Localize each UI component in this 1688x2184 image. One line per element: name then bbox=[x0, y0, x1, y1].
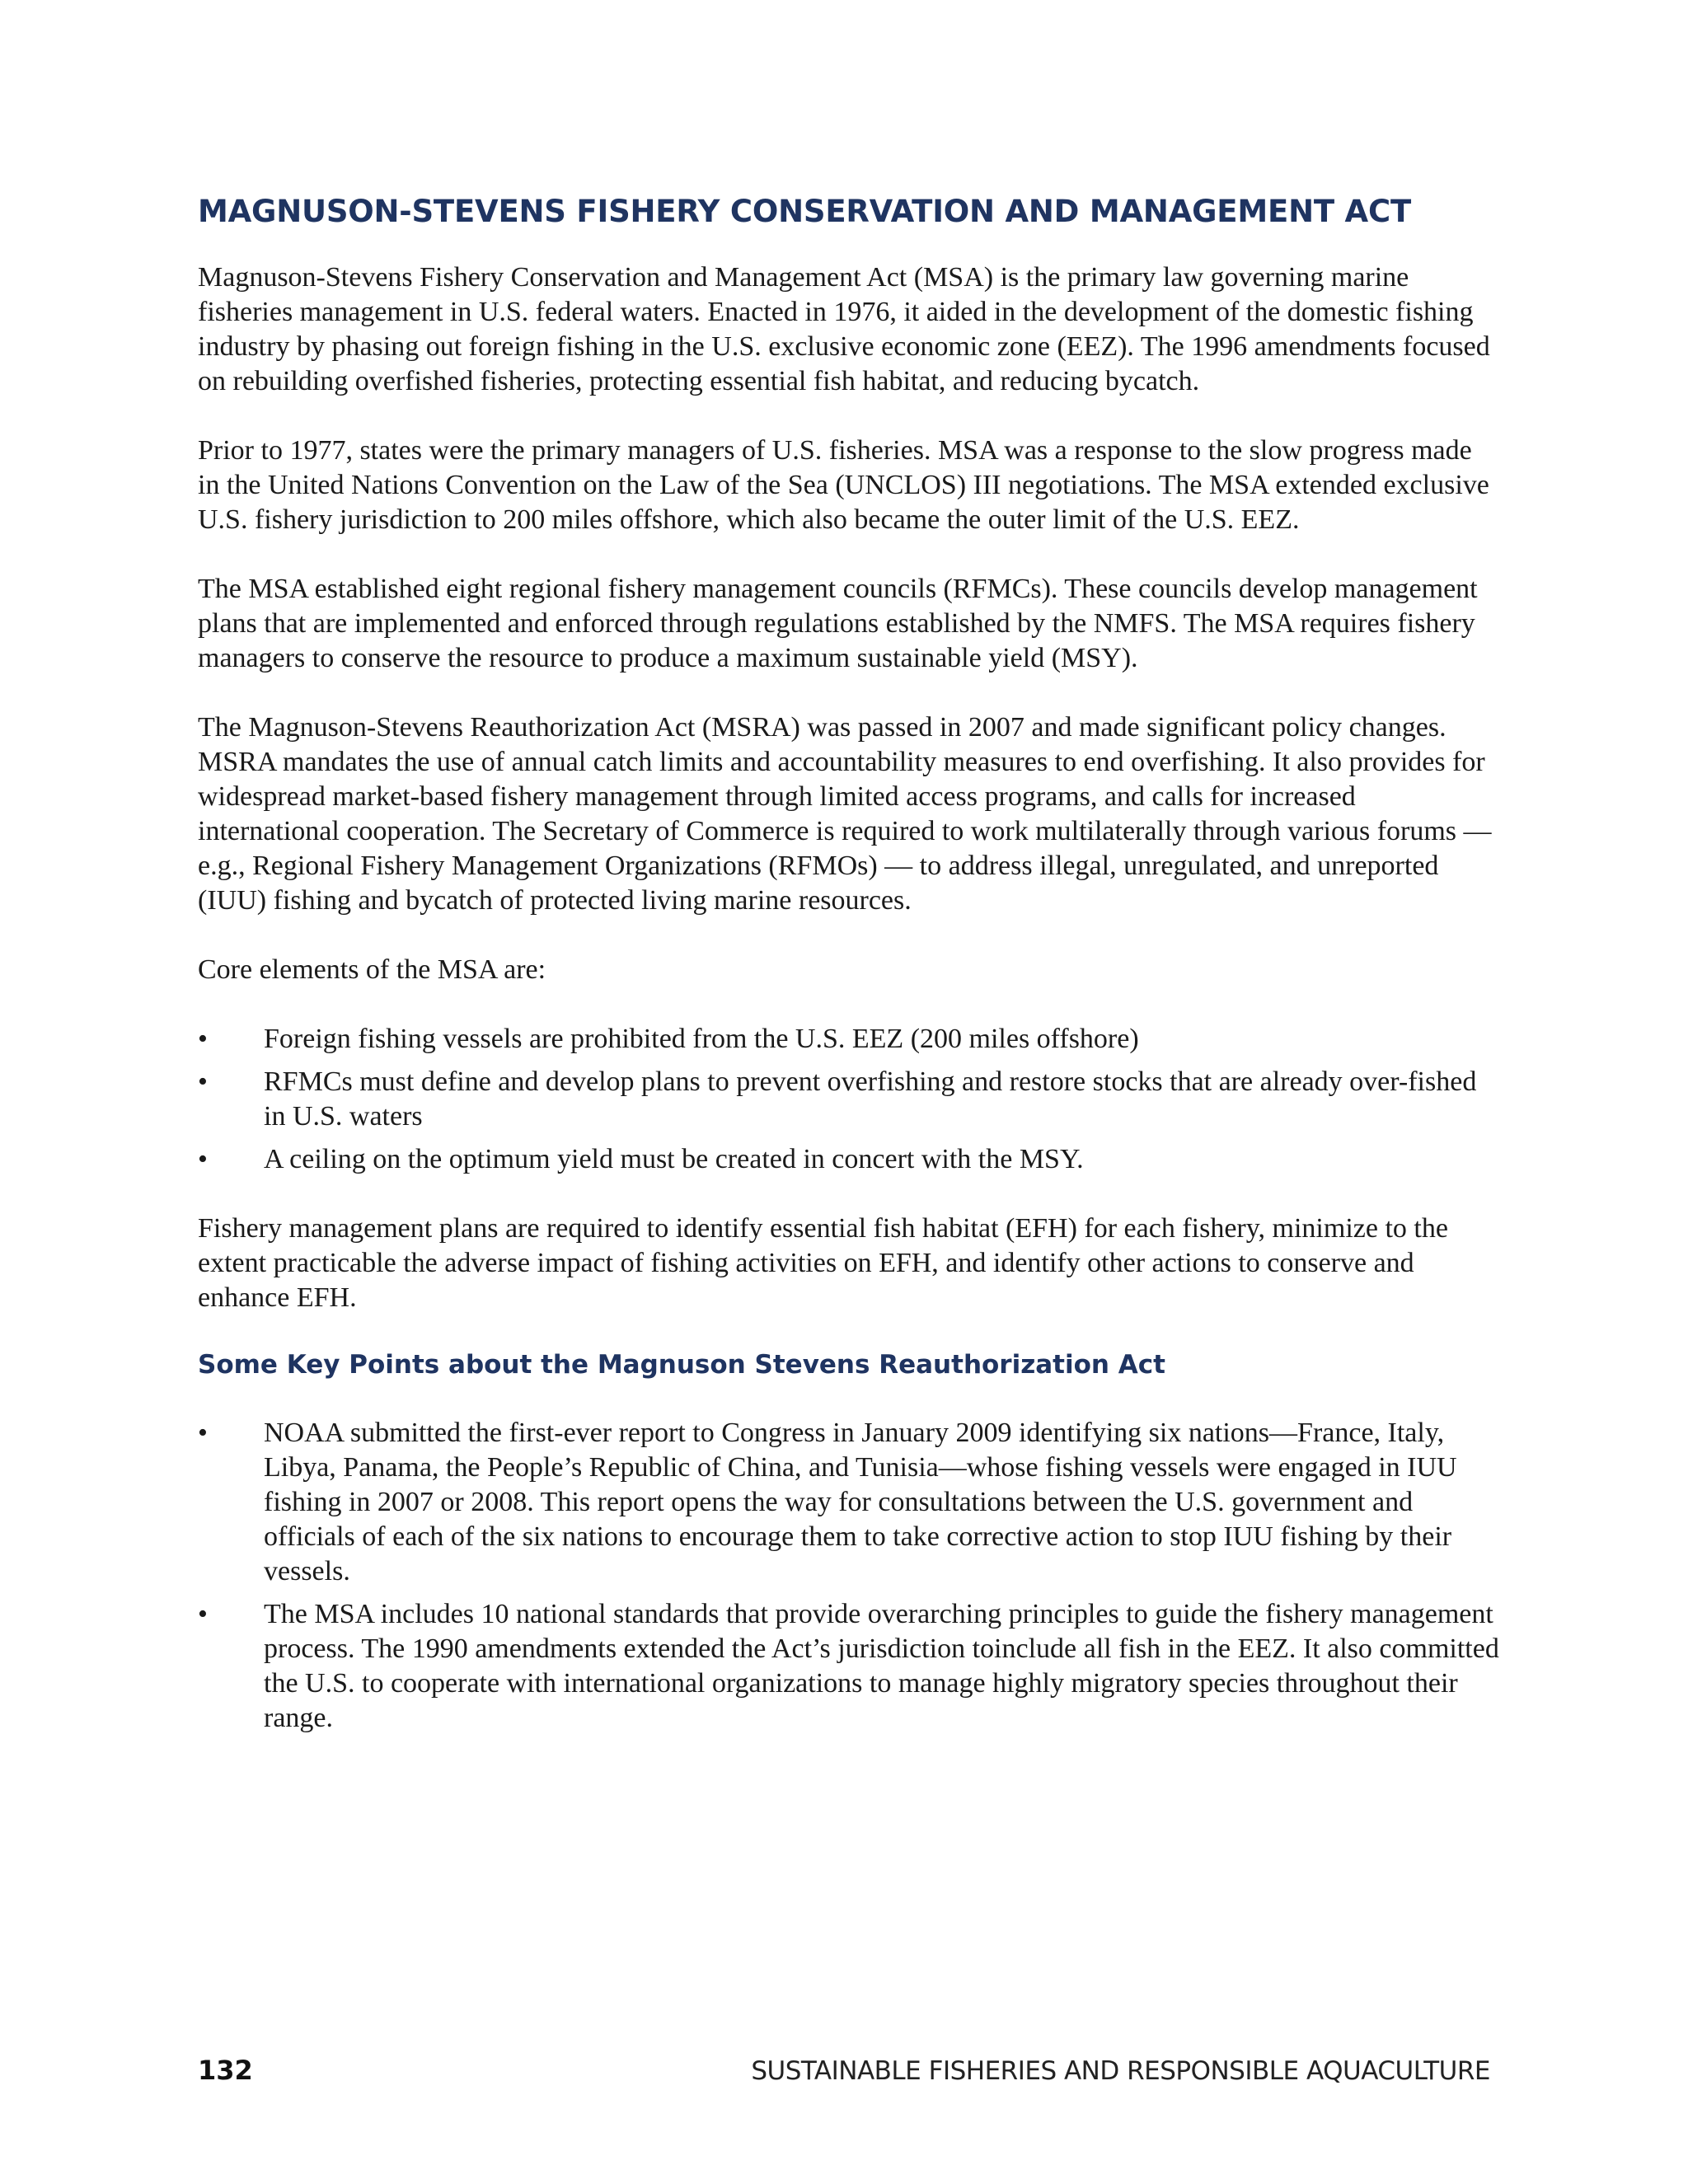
page-number: 132 bbox=[198, 2055, 253, 2086]
list-item bbox=[198, 1065, 1500, 1134]
list-item bbox=[198, 1416, 1500, 1589]
list-item bbox=[198, 1022, 1500, 1057]
bullet-icon: • bbox=[198, 1066, 208, 1097]
running-title: SUSTAINABLE FISHERIES AND RESPONSIBLE AQUACULTURE bbox=[751, 2056, 1490, 2086]
list-item-text: Foreign fishing vessels are prohibited from the U.S. EEZ (200 miles offshore) bbox=[264, 1024, 1139, 1054]
paragraph-councils: The MSA established eight regional fishery management councils (RFMCs). These councils develop management plans that are implemented and enforced through regulations established by the NMFS. The MSA requires fishery managers to conserve the resource to produce a maximum sustainable yield (MSY). bbox=[198, 574, 1478, 673]
list-item-text: NOAA submitted the first-ever report to Congress in January 2009 identifying six nations—France, Italy, Libya, Panama, the People’s Republic of China, and Tunisia—whose fishing vessels were engaged in IUU fishing in 2007 or 2008. This report opens the way for consultations between the U.S. government and officials of each of the six nations to encourage them to take corrective action to stop IUU fishing by their vessels. bbox=[264, 1418, 1457, 1586]
page-heading: MAGNUSON-STEVENS FISHERY CONSERVATION AND MANAGEMENT ACT bbox=[198, 194, 1411, 229]
list-item bbox=[198, 1597, 1500, 1736]
page-footer bbox=[198, 2055, 1490, 2088]
paragraph-efh: Fishery management plans are required to identify essential fish habitat (EFH) for each fishery, minimize to the extent practicable the adverse impact of fishing activities on EFH, and identify other actions to conserve and enhance EFH. bbox=[198, 1213, 1448, 1313]
paragraph-msra: The Magnuson-Stevens Reauthorization Act (MSRA) was passed in 2007 and made significant policy changes. MSRA mandates the use of annual catch limits and accountability measures to end overfishing. It also provides for widespread market-based fishery management through limited access programs, and calls for increased international cooperation. The Secretary of Commerce is required to work multilaterally through various forums — e.g., Regional Fishery Management Organizations (RFMOs) — to address illegal, unregulated, and unreported (IUU) fishing and bycatch of protected living marine resources. bbox=[198, 712, 1492, 916]
list-item-text: The MSA includes 10 national standards that provide overarching principles to guide the fishery management process. The 1990 amendments extended the Act’s jurisdiction toinclude all fish in the EEZ. It also committed the U.S. to cooperate with international organizations to manage highly migratory species throughout their range. bbox=[264, 1599, 1499, 1733]
list-item-text: A ceiling on the optimum yield must be created in concert with the MSY. bbox=[264, 1144, 1084, 1174]
bullet-icon: • bbox=[198, 1144, 208, 1174]
paragraph-msa-overview: Magnuson-Stevens Fishery Conservation and Management Act (MSA) is the primary law governing marine fisheries management in U.S. federal waters. Enacted in 1976, it aided in the development of the domestic fishing industry by phasing out foreign fishing in the U.S. exclusive economic zone (EEZ). The 1996 amendments focused on rebuilding overfished fisheries, protecting essential fish habitat, and reducing bycatch. bbox=[198, 262, 1490, 396]
paragraph-history: Prior to 1977, states were the primary managers of U.S. fisheries. MSA was a response to the slow progress made in the United Nations Convention on the Law of the Sea (UNCLOS) III negotiations. The MSA extended exclusive U.S. fishery jurisdiction to 200 miles offshore, which also became the outer limit of the U.S. EEZ. bbox=[198, 435, 1489, 535]
bullet-icon: • bbox=[198, 1418, 208, 1448]
list-item bbox=[198, 1142, 1500, 1177]
key-points-list bbox=[198, 1416, 1500, 1736]
bullet-icon: • bbox=[198, 1599, 208, 1629]
list-item-text: RFMCs must define and develop plans to prevent overfishing and restore stocks that are already over-fished in U.S. waters bbox=[264, 1066, 1477, 1132]
page-content bbox=[198, 185, 1500, 1770]
bullet-icon: • bbox=[198, 1024, 208, 1054]
core-elements-list bbox=[198, 1022, 1500, 1177]
core-elements-intro: Core elements of the MSA are: bbox=[198, 954, 546, 985]
section-subheading: Some Key Points about the Magnuson Stevens Reauthorization Act bbox=[198, 1350, 1165, 1380]
